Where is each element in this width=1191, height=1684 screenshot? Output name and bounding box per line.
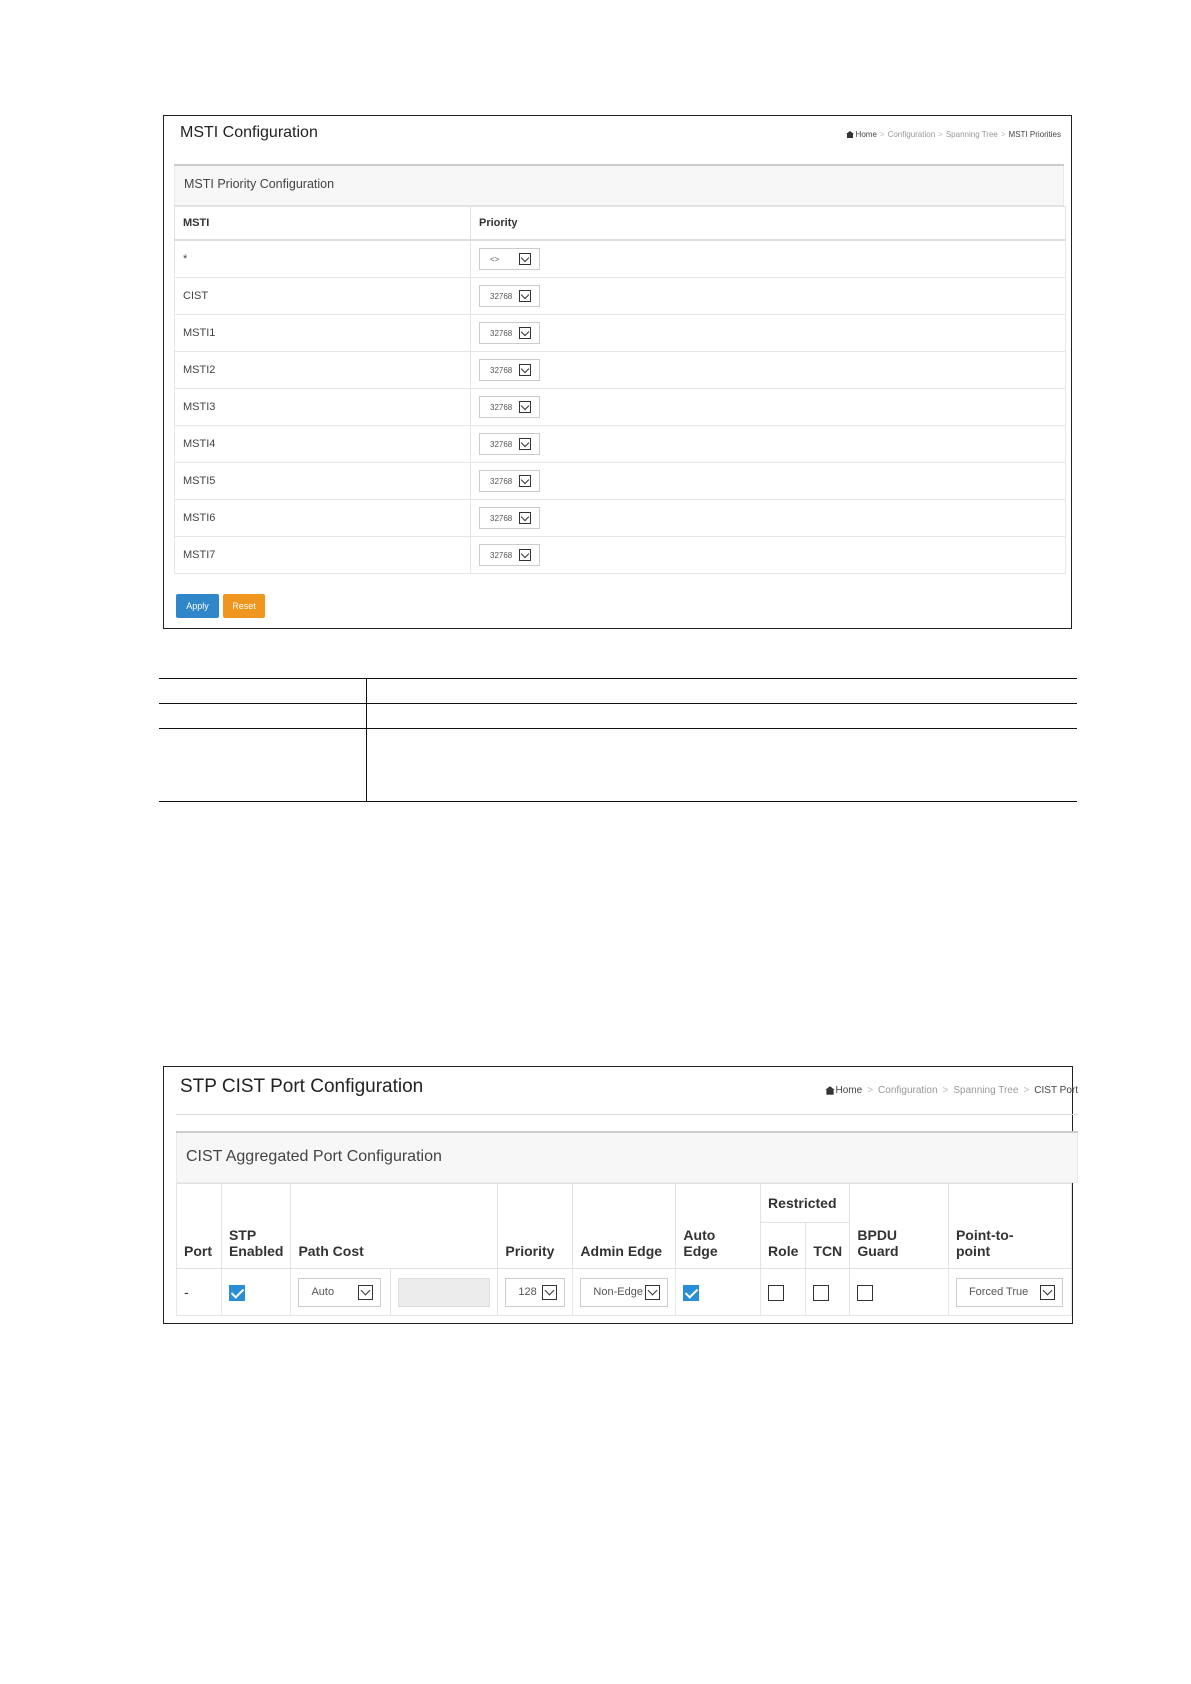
- chevron-down-icon: [519, 253, 531, 265]
- breadcrumb-separator: >: [942, 1085, 949, 1096]
- column-header-priority: Priority: [498, 1184, 573, 1269]
- table-row: [175, 500, 1066, 537]
- msti-name-cell: MSTI2: [175, 352, 471, 389]
- chevron-down-icon: [542, 1285, 557, 1300]
- breadcrumb-configuration[interactable]: Configuration: [878, 1085, 938, 1096]
- breadcrumb-separator: >: [879, 130, 885, 139]
- bpdu-guard-checkbox[interactable]: [857, 1285, 873, 1301]
- table-row: [175, 352, 1066, 389]
- msti-name-cell: CIST: [175, 278, 471, 315]
- auto-edge-checkbox[interactable]: [683, 1285, 699, 1301]
- column-header-bpdu-guard: BPDU Guard: [850, 1184, 949, 1269]
- priority-cell: [471, 278, 1066, 315]
- table-row: [175, 463, 1066, 500]
- msti-name-cell: MSTI6: [175, 500, 471, 537]
- chevron-down-icon: [519, 549, 531, 561]
- table-row: [175, 278, 1066, 315]
- priority-cell: [471, 426, 1066, 463]
- column-header-path-cost: Path Cost: [291, 1184, 498, 1269]
- priority-cell: [471, 315, 1066, 352]
- column-header-auto-edge: Auto Edge: [676, 1184, 761, 1269]
- msti-name-cell: *: [175, 240, 471, 278]
- bpdu-guard-cell: [850, 1269, 949, 1316]
- page-title: MSTI Configuration: [180, 124, 318, 141]
- admin-edge-cell: [573, 1269, 676, 1316]
- point-to-point-cell: [948, 1269, 1071, 1316]
- restricted-role-cell: [761, 1269, 806, 1316]
- restricted-tcn-checkbox[interactable]: [813, 1285, 829, 1301]
- breadcrumb-spanning-tree[interactable]: Spanning Tree: [953, 1085, 1019, 1096]
- priority-cell: [498, 1269, 573, 1316]
- home-icon: [846, 131, 854, 138]
- chevron-down-icon: [1040, 1285, 1055, 1300]
- stp-cist-port-configuration-panel: [163, 1066, 1078, 1324]
- chevron-down-icon: [519, 512, 531, 524]
- priority-cell: [471, 389, 1066, 426]
- chevron-down-icon: [645, 1285, 660, 1300]
- msti-priority-table: [174, 206, 1066, 574]
- reset-button[interactable]: Reset: [223, 594, 265, 618]
- priority-cell: [471, 500, 1066, 537]
- column-header-stp-enabled: STP Enabled: [221, 1184, 290, 1269]
- stp-enabled-cell: [221, 1269, 290, 1316]
- priority-select[interactable]: 32768: [479, 470, 540, 492]
- table-row: [175, 240, 1066, 278]
- cist-port-table: [176, 1183, 1072, 1316]
- breadcrumb-spanning-tree[interactable]: Spanning Tree: [945, 130, 998, 139]
- table-row: [177, 1269, 1072, 1316]
- chevron-down-icon: [519, 401, 531, 413]
- table-row: [175, 389, 1066, 426]
- home-icon: [825, 1086, 835, 1094]
- column-header-admin-edge: Admin Edge: [573, 1184, 676, 1269]
- description-table: [159, 678, 1077, 802]
- apply-button[interactable]: Apply: [176, 594, 219, 618]
- priority-select[interactable]: <>: [479, 248, 540, 270]
- msti-name-cell: MSTI7: [175, 537, 471, 574]
- breadcrumb: [826, 1085, 1078, 1096]
- section-header: [174, 166, 1064, 206]
- chevron-down-icon: [519, 438, 531, 450]
- msti-name-cell: MSTI1: [175, 315, 471, 352]
- breadcrumb-home[interactable]: Home: [846, 130, 877, 139]
- section-title: MSTI Priority Configuration: [184, 177, 335, 191]
- priority-cell: [471, 240, 1066, 278]
- table-rule: [159, 703, 1077, 704]
- table-row: [175, 426, 1066, 463]
- table-column-rule: [366, 678, 367, 802]
- section-title: CIST Aggregated Port Configuration: [186, 1148, 442, 1165]
- breadcrumb-configuration[interactable]: Configuration: [887, 130, 936, 139]
- column-header-restricted: Restricted: [761, 1184, 850, 1223]
- priority-select[interactable]: 32768: [479, 544, 540, 566]
- point-to-point-select[interactable]: Forced True: [956, 1278, 1063, 1307]
- table-rule: [159, 801, 1077, 802]
- stp-enabled-checkbox[interactable]: [229, 1285, 245, 1301]
- table-row: [175, 537, 1066, 574]
- breadcrumb-separator: >: [938, 130, 943, 139]
- chevron-down-icon: [519, 290, 531, 302]
- priority-cell: [471, 537, 1066, 574]
- column-header-role: Role: [761, 1223, 806, 1269]
- breadcrumb-separator: >: [1000, 130, 1006, 139]
- priority-select[interactable]: 32768: [479, 285, 540, 307]
- path-cost-mode-cell: [291, 1269, 391, 1316]
- table-rule: [159, 678, 1077, 679]
- column-header-msti: MSTI: [175, 207, 471, 241]
- panel-bottom-border: [163, 1323, 1073, 1324]
- chevron-down-icon: [519, 364, 531, 376]
- restricted-tcn-cell: [806, 1269, 850, 1316]
- chevron-down-icon: [519, 475, 531, 487]
- msti-name-cell: MSTI5: [175, 463, 471, 500]
- priority-select[interactable]: 128: [505, 1278, 565, 1307]
- column-header-tcn: TCN: [806, 1223, 850, 1269]
- page-title: STP CIST Port Configuration: [180, 1076, 424, 1097]
- priority-select[interactable]: 32768: [479, 507, 540, 529]
- column-header-priority: Priority: [471, 207, 1066, 241]
- priority-select[interactable]: 32768: [479, 359, 540, 381]
- msti-name-cell: MSTI4: [175, 426, 471, 463]
- breadcrumb-home[interactable]: Home: [826, 1085, 863, 1096]
- priority-cell: [471, 463, 1066, 500]
- port-cell: -: [177, 1269, 222, 1316]
- admin-edge-select[interactable]: Non-Edge: [580, 1278, 668, 1307]
- msti-name-cell: MSTI3: [175, 389, 471, 426]
- breadcrumb-current: CIST Port: [1034, 1085, 1078, 1096]
- section-header: [176, 1133, 1078, 1183]
- column-header-point-to-point: Point-to- point: [948, 1184, 1071, 1269]
- breadcrumb-current: MSTI Priorities: [1008, 130, 1061, 139]
- table-row: [175, 315, 1066, 352]
- priority-select[interactable]: 32768: [479, 322, 540, 344]
- table-rule: [159, 728, 1077, 729]
- breadcrumb-separator: >: [867, 1085, 874, 1096]
- path-cost-input[interactable]: [398, 1278, 490, 1307]
- chevron-down-icon: [519, 327, 531, 339]
- priority-select[interactable]: 32768: [479, 396, 540, 418]
- restricted-role-checkbox[interactable]: [768, 1285, 784, 1301]
- priority-select[interactable]: 32768: [479, 433, 540, 455]
- column-header-port: Port: [177, 1184, 222, 1269]
- priority-cell: [471, 352, 1066, 389]
- path-cost-value-cell: [391, 1269, 498, 1316]
- auto-edge-cell: [676, 1269, 761, 1316]
- header-divider: [176, 1114, 1078, 1115]
- path-cost-select[interactable]: Auto: [298, 1278, 381, 1307]
- breadcrumb-separator: >: [1023, 1085, 1030, 1096]
- breadcrumb: [846, 130, 1061, 139]
- chevron-down-icon: [358, 1285, 373, 1300]
- msti-configuration-panel: [163, 115, 1072, 629]
